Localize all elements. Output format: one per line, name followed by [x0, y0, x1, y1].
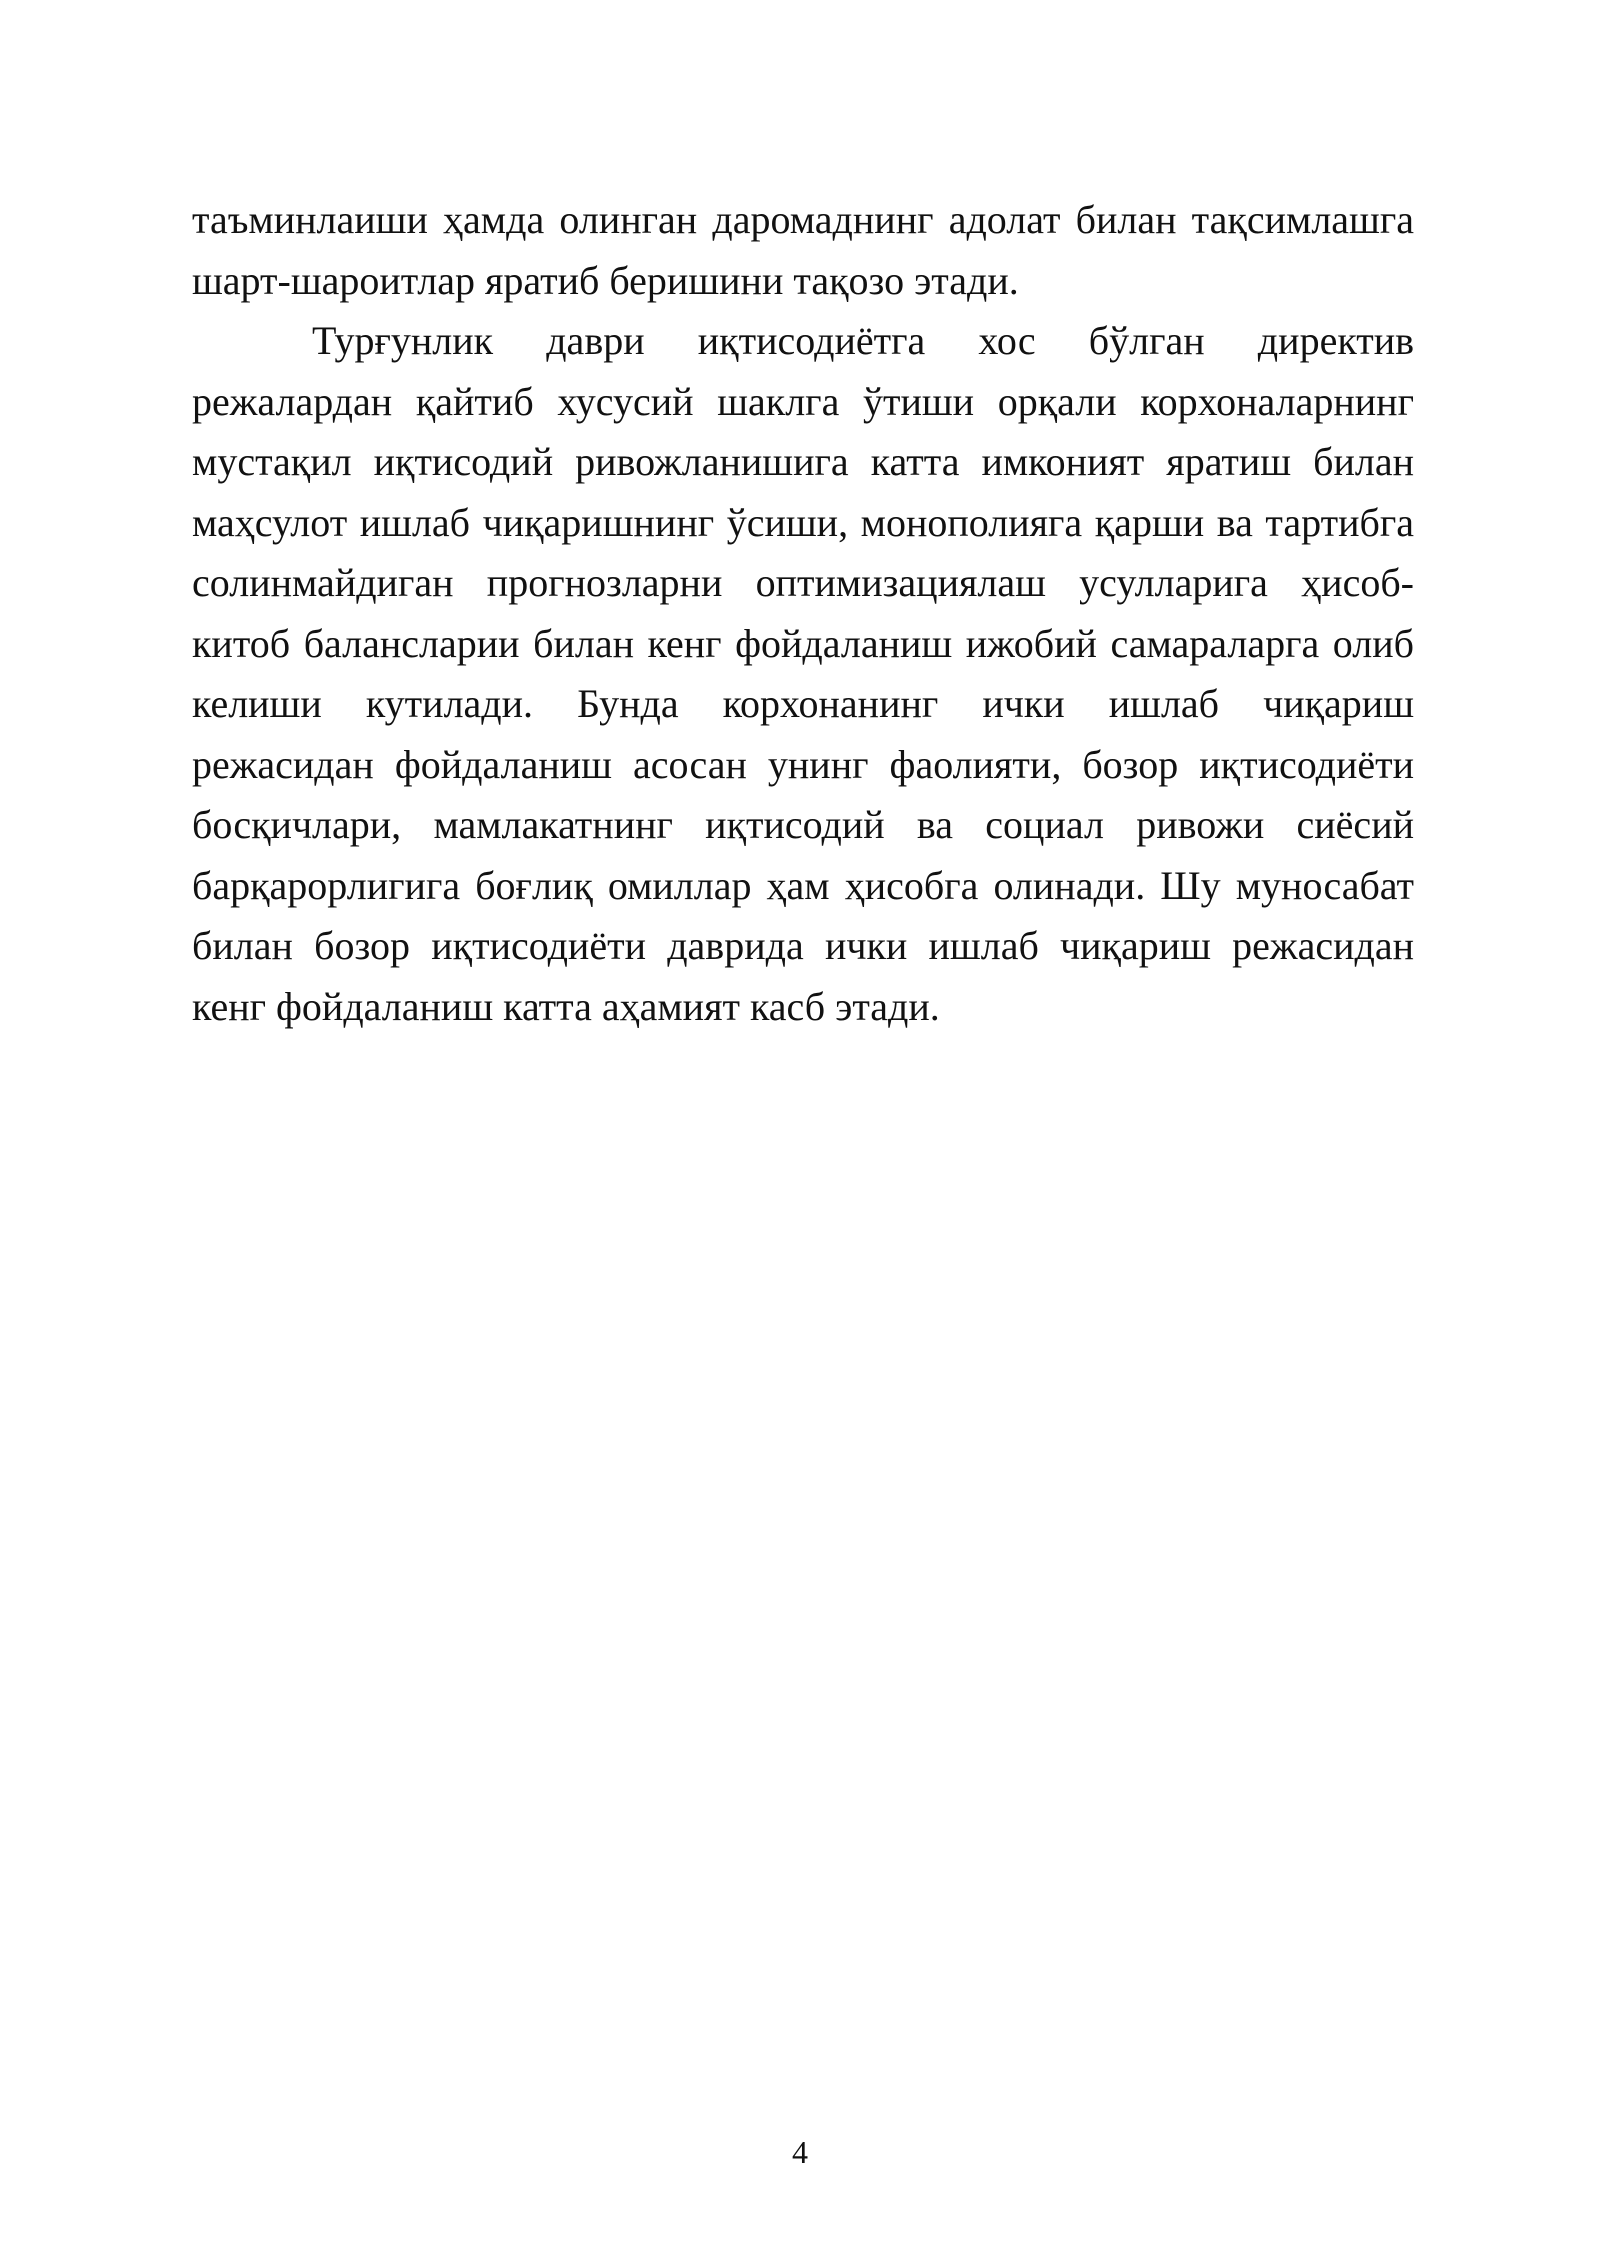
text-line: китоб балансларии билан кенг фойдаланиш ижобий самараларга олиб — [192, 620, 1414, 666]
text-line: билан бозор иқтисодиёти даврида ички ишлаб чиқариш режасидан — [192, 923, 1414, 968]
text-line: таъминлаиши ҳамда олинган даромаднинг адолат билан тақсимлашга — [192, 197, 1414, 242]
page-number: 4 — [792, 2134, 808, 2170]
text-line: босқичлари, мамлакатнинг иқтисодий ва социал ривожи сиёсий — [192, 802, 1414, 847]
body-text — [192, 190, 1414, 1037]
text-line: келиши кутилади. Бунда корхонанинг ички ишлаб чиқариш — [192, 681, 1414, 726]
text-line: шарт-шароитлар яратиб беришини тақозо этади. — [192, 257, 1019, 303]
text-line: барқарорлигига боғлиқ омиллар ҳам ҳисобга олинади. Шу муносабат — [192, 862, 1414, 908]
text-line: маҳсулот ишлаб чиқаришнинг ўсиши, монополияга қарши ва тартибга — [192, 499, 1414, 545]
text-line: режасидан фойдаланиш асосан унинг фаолияти, бозор иқтисодиёти — [192, 741, 1414, 787]
text-line: мустақил иқтисодий ривожланишига катта имконият яратиш билан — [192, 439, 1414, 484]
text-line: Турғунлик даври иқтисодиётга хос бўлган директив — [312, 318, 1414, 363]
text-line: режалардан қайтиб хусусий шаклга ўтиши орқали корхоналарнинг — [192, 378, 1414, 424]
text-line: солинмайдиган прогнозларни оптимизациялаш усулларига ҳисоб- — [192, 560, 1414, 605]
text-line: кенг фойдаланиш катта аҳамият касб этади. — [192, 983, 940, 1029]
